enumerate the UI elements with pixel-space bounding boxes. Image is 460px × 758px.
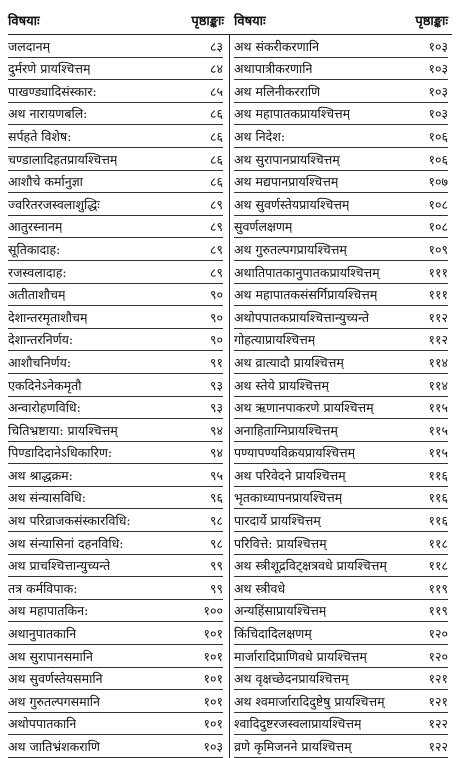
index-subject: आशौचे कर्मानुज्ञा <box>8 174 83 190</box>
index-row <box>234 103 448 126</box>
index-subject: अथोपपातकानि <box>8 716 77 732</box>
index-row <box>234 735 448 758</box>
index-page-number: १२२ <box>428 716 448 732</box>
right-column <box>230 35 452 758</box>
index-subject: अथ महापातकिन: <box>8 603 89 619</box>
index-subject: अथ प्राचश्चित्तान्युच्यन्ते <box>8 558 111 574</box>
index-subject: अथ मलिनीकरराणि <box>234 83 321 99</box>
index-subject: जलदानम् <box>8 38 51 54</box>
index-row <box>234 622 448 645</box>
index-row <box>234 58 448 81</box>
index-subject: सर्पहते विशेष: <box>8 128 72 144</box>
index-page-number: ११९ <box>428 580 448 596</box>
index-subject: दुर्मरणे प्रायश्चित्तम् <box>8 61 91 77</box>
index-subject: चितिभ्रष्टाया: प्रायश्चित्तम् <box>8 422 118 438</box>
index-subject: भृतकाध्यापनप्रायश्चित्तम् <box>234 490 343 506</box>
index-row <box>234 509 448 532</box>
index-row <box>234 397 448 420</box>
index-row <box>234 261 448 284</box>
index-row <box>8 329 223 352</box>
index-page-number: १०१ <box>203 693 223 709</box>
index-page-number: १०८ <box>428 196 448 212</box>
index-page-number: ८९ <box>209 241 223 257</box>
index-row <box>234 351 448 374</box>
index-subject: अन्वारोहणविधि: <box>8 400 81 416</box>
index-page-number: ८६ <box>209 106 223 122</box>
index-subject: अथ ऋणानपाकरणे प्रायश्चित्तम् <box>234 400 374 416</box>
index-row <box>234 329 448 352</box>
index-subject: अथ संन्यासविधि: <box>8 490 86 506</box>
index-page-number: १०१ <box>203 626 223 642</box>
index-page-number: १०७ <box>428 174 448 190</box>
index-page-number: १०३ <box>428 38 448 54</box>
index-subject: अथ सुवर्णस्तेयसमानि <box>8 671 103 687</box>
index-page-number: ११५ <box>428 422 448 438</box>
index-subject: देशान्तरनिर्णय: <box>8 332 74 348</box>
index-page-number: १०१ <box>203 716 223 732</box>
index-subject: अथ महापातकप्रायश्चित्तम् <box>234 106 351 122</box>
index-row <box>234 577 448 600</box>
index-row <box>234 690 448 713</box>
index-page-number: ९४ <box>209 422 223 438</box>
index-page-number: ८३ <box>209 38 223 54</box>
index-subject: सुवर्णलक्षणम् <box>234 219 293 235</box>
index-page-number: १२१ <box>428 693 448 709</box>
index-subject: रजस्वलादाह: <box>8 264 67 280</box>
index-row <box>234 284 448 307</box>
index-page-number: ८६ <box>209 151 223 167</box>
index-page-number: ९४ <box>209 445 223 461</box>
index-row <box>234 532 448 555</box>
index-subject: अथ स्त्रीवधे <box>234 580 286 596</box>
index-subject: एकदिनेऽनेकमृतौ <box>8 377 82 393</box>
index-row <box>8 487 223 510</box>
index-page-number: ९३ <box>209 400 223 416</box>
index-subject: आशौचनिर्णय: <box>8 354 72 370</box>
index-page-number: १११ <box>428 264 448 280</box>
index-row <box>8 80 223 103</box>
index-row <box>234 464 448 487</box>
index-page-number: ९९ <box>209 558 223 574</box>
index-subject: अथ महापातकसंसर्गिप्रायश्चित्तम् <box>234 287 378 303</box>
index-row <box>8 351 223 374</box>
index-subject: आतुरस्नानम् <box>8 219 63 235</box>
index-row <box>8 374 223 397</box>
left-page-heading: पृष्ठाङ्काः <box>191 14 224 29</box>
index-subject: श्वादिदुष्टरजस्वलाप्रायश्चित्तम् <box>234 716 362 732</box>
index-row <box>234 80 448 103</box>
index-page-number: १०३ <box>428 61 448 77</box>
index-page-number: ११४ <box>428 354 448 370</box>
index-page-number: ११५ <box>428 400 448 416</box>
index-page-number: ११२ <box>428 332 448 348</box>
index-subject: किंचिदादिलक्षणम् <box>234 626 312 642</box>
index-row <box>234 374 448 397</box>
index-page-number: १२१ <box>428 671 448 687</box>
index-subject: पाखण्ड्यादिसंस्कार: <box>8 83 97 99</box>
index-page-number: ११८ <box>428 535 448 551</box>
index-row <box>234 442 448 465</box>
index-page-number: ९० <box>209 332 223 348</box>
index-row <box>8 419 223 442</box>
index-subject: अथ सुवर्णस्तेयप्रायश्चित्तम् <box>234 196 350 212</box>
index-page-number: ११२ <box>428 309 448 325</box>
index-page-number: १०१ <box>203 648 223 664</box>
index-page-number: ९० <box>209 287 223 303</box>
index-row <box>8 216 223 239</box>
index-subject: चण्डालादिहतप्रायश्चित्तम् <box>8 151 118 167</box>
index-subject: अथापात्रीकरणानि <box>234 61 313 77</box>
index-row <box>8 125 223 148</box>
index-row <box>8 735 223 758</box>
index-row <box>8 532 223 555</box>
index-subject: अथ वृक्षच्छेदनप्रायश्चित्तम् <box>234 671 349 687</box>
index-row <box>8 397 223 420</box>
index-page-number: १०३ <box>203 739 223 754</box>
index-row <box>8 509 223 532</box>
index-subject: अथ जातिभ्रंशकराणि <box>8 739 100 754</box>
index-subject: व्रणे कृमिजनने प्रायश्चित्तम् <box>234 739 352 754</box>
index-row <box>234 713 448 736</box>
index-row <box>8 193 223 216</box>
index-subject: ज्वरितरजस्वलाशुद्धिः <box>8 196 100 212</box>
index-row <box>8 58 223 81</box>
index-row <box>8 171 223 194</box>
index-page-number: ८९ <box>209 264 223 280</box>
index-subject: अथ गुरुतल्पगसमानि <box>8 693 100 709</box>
index-page-number: १०८ <box>428 219 448 235</box>
index-subject: देशान्तरमृताशौचम् <box>8 309 88 325</box>
index-row <box>8 148 223 171</box>
index-subject: पण्यापण्यविक्रयप्रायश्चित्तम् <box>234 445 356 461</box>
left-subject-heading: विषयाः <box>8 14 40 29</box>
index-row <box>234 645 448 668</box>
index-subject: अथ व्रात्यादौ प्रायश्चित्तम् <box>234 354 344 370</box>
index-subject: अनाहिताग्निप्रायश्चित्तम् <box>234 422 338 438</box>
index-page-number: १०१ <box>203 671 223 687</box>
index-row <box>234 668 448 691</box>
index-subject: अथ सुरापानसमानि <box>8 648 93 664</box>
index-page-number: १०० <box>203 603 223 619</box>
right-subject-heading: विषयाः <box>234 14 266 29</box>
index-subject: अथ स्त्रीशूद्रविट्क्षत्रवधे प्रायश्चित्तम् <box>234 558 387 574</box>
index-row <box>8 238 223 261</box>
index-page-number: १२० <box>428 648 448 664</box>
index-page-number: ९६ <box>209 490 223 506</box>
index-header <box>8 6 452 35</box>
index-subject: अथ नारायणबलि: <box>8 106 88 122</box>
index-subject: अथ संकरीकरणानि <box>234 38 320 54</box>
index-subject: अथोपपातकप्रायश्चित्तान्युच्यन्ते <box>234 309 370 325</box>
index-row <box>234 487 448 510</box>
index-subject: अथ परिव्राजकसंस्कारविधि: <box>8 513 131 529</box>
index-subject: अथ सुरापानप्रायश्चित्तम् <box>234 151 340 167</box>
index-row <box>234 238 448 261</box>
index-row <box>234 419 448 442</box>
index-row <box>234 306 448 329</box>
index-row <box>234 125 448 148</box>
index-subject: अथ गुरुतल्पगप्रायश्चित्तम् <box>234 241 347 257</box>
index-row <box>8 645 223 668</box>
index-row <box>8 690 223 713</box>
index-page-number: ११८ <box>428 558 448 574</box>
index-page-number: १०६ <box>428 151 448 167</box>
index-columns <box>8 35 452 758</box>
index-subject: अथ परिवेदने प्रायश्चित्तम् <box>234 467 346 483</box>
index-subject: पारदार्ये प्रायश्चित्तम् <box>234 513 321 529</box>
index-page-number: १०६ <box>428 128 448 144</box>
index-row <box>8 622 223 645</box>
index-page-number: ११५ <box>428 445 448 461</box>
index-page-number: ११६ <box>428 490 448 506</box>
index-row <box>234 148 448 171</box>
index-page-number: ९१ <box>209 354 223 370</box>
left-column <box>8 35 230 758</box>
index-subject: तत्र कर्मविपाक: <box>8 580 78 596</box>
index-subject: अथ मद्यपानप्रायश्चित्तम् <box>234 174 339 190</box>
left-header <box>8 11 230 29</box>
index-row <box>234 171 448 194</box>
index-subject: अथ श्राद्धक्रम: <box>8 467 73 483</box>
right-header <box>230 11 452 29</box>
index-page-number: १११ <box>428 287 448 303</box>
index-row <box>8 577 223 600</box>
index-row <box>8 284 223 307</box>
index-page-number: ११६ <box>428 513 448 529</box>
index-subject: सूतिकादाह: <box>8 241 61 257</box>
index-row <box>8 306 223 329</box>
index-page-number: ११४ <box>428 377 448 393</box>
index-subject: अतीताशौचम् <box>8 287 66 303</box>
index-page-number: ९५ <box>209 467 223 483</box>
index-subject: अथानुपातकानि <box>8 626 77 642</box>
right-page-heading: पृष्ठाङ्काः <box>415 14 448 29</box>
index-subject: अन्यहिंसाप्रायश्चित्तम् <box>234 603 327 619</box>
index-row <box>8 442 223 465</box>
index-page-number: ८५ <box>209 83 223 99</box>
index-row <box>8 713 223 736</box>
index-page-number: ८६ <box>209 128 223 144</box>
index-subject: अथ श्वमार्जारादिदुष्टेषु प्रायश्चित्तम् <box>234 693 385 709</box>
index-subject: अथ संन्यासिनां दहनविधि: <box>8 535 124 551</box>
index-row <box>234 600 448 623</box>
index-page-number: १०३ <box>428 106 448 122</box>
index-page-number: ८९ <box>209 196 223 212</box>
index-row <box>8 35 223 58</box>
index-page-number: १२२ <box>428 739 448 754</box>
index-row <box>234 555 448 578</box>
index-row <box>8 668 223 691</box>
index-subject: अथ स्तेये प्रायश्चित्तम् <box>234 377 329 393</box>
index-subject: अथातिपातकानुपातकप्रायश्चित्तम् <box>234 264 380 280</box>
index-page-number: ८९ <box>209 219 223 235</box>
index-row <box>234 193 448 216</box>
index-row <box>8 464 223 487</box>
index-page-number: ९८ <box>209 535 223 551</box>
index-page-number: ९० <box>209 309 223 325</box>
index-subject: परिवित्ते: प्रायश्चित्तम् <box>234 535 327 551</box>
index-subject: अथ निदेश: <box>234 128 286 144</box>
index-row <box>8 103 223 126</box>
index-page-number: १२० <box>428 626 448 642</box>
index-page-number: ९३ <box>209 377 223 393</box>
index-subject: गोहत्याप्रायश्चित्तम् <box>234 332 316 348</box>
index-page-number: ८४ <box>209 61 223 77</box>
index-page-number: ११९ <box>428 603 448 619</box>
index-page-number: ११६ <box>428 467 448 483</box>
index-row <box>8 600 223 623</box>
index-row <box>234 35 448 58</box>
index-page-number: १०३ <box>428 83 448 99</box>
index-subject: मार्जारादिप्राणिवधे प्रायश्चित्तम् <box>234 648 367 664</box>
index-page-number: ८६ <box>209 174 223 190</box>
index-page-number: ९९ <box>209 580 223 596</box>
index-row <box>8 261 223 284</box>
index-row <box>8 555 223 578</box>
index-subject: पिण्डादिदानेऽधिकारिण: <box>8 445 113 461</box>
index-page-number: ९८ <box>209 513 223 529</box>
index-page-number: १०९ <box>428 241 448 257</box>
index-row <box>234 216 448 239</box>
